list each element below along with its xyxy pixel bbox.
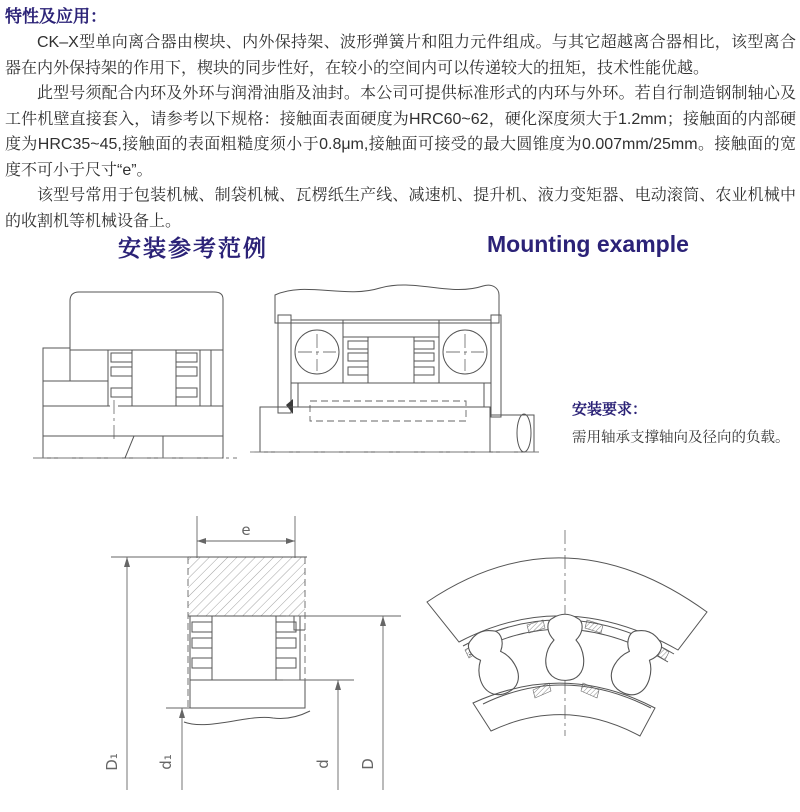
mounting-drawing-flange	[30, 278, 250, 468]
dim-label-D: D	[359, 758, 377, 770]
features-paragraph-3: 该型号常用于包装机械、制袋机械、瓦楞纸生产线、减速机、提升机、液力变矩器、电动滚筒、农业机械中的收割机等机械设备上。	[5, 187, 796, 230]
sprag-detail-drawing	[415, 528, 745, 788]
dim-label-D1: D₁	[103, 753, 121, 771]
dim-label-d: d	[314, 759, 332, 769]
mounting-requirement-text: 需用轴承支撑轴向及径向的负载。	[572, 430, 790, 446]
features-paragraph-1: CK–X型单向离合器由楔块、内外保持架、波形弹簧片和阻力元件组成。与其它超越离合器相比，该型离合器在内外保持架的作用下，楔块的同步性好，在较小的空间内可以传递较大的扭矩，技术性能优越。	[5, 34, 796, 77]
features-heading: 特性及应用：	[5, 7, 107, 26]
dim-label-e: e	[241, 521, 251, 539]
features-section	[5, 2, 796, 234]
mounting-heading-en: Mounting example	[487, 231, 689, 257]
shaft-section-drawing	[250, 275, 540, 465]
dimension-drawing	[98, 512, 403, 802]
mounting-requirement	[572, 398, 798, 447]
mounting-drawing-shaft	[250, 275, 540, 465]
dimension-section-drawing	[98, 512, 403, 802]
mounting-heading-zh: 安装参考范例	[118, 235, 268, 261]
features-paragraph-2: 此型号须配合内环及外环与润滑油脂及油封。本公司可提供标准形式的内环与外环。若自行制造钢制轴心及工件机壁直接套入，请参考以下规格：接触面表面硬度为HRC60~62，硬化深度须大于1.2mm；接触面的内部硬度为HRC35~45,接触面的表面粗糙度须小于0.8μm,接触面可接受的最大圆锥度为0.007mm/25mm。接触面的宽度不可小于尺寸“e”。	[5, 85, 796, 179]
mounting-requirement-heading: 安装要求：	[572, 401, 648, 418]
dim-label-d1: d₁	[157, 754, 175, 770]
sprag-arc-drawing	[415, 528, 745, 788]
flange-section-drawing	[30, 278, 250, 468]
